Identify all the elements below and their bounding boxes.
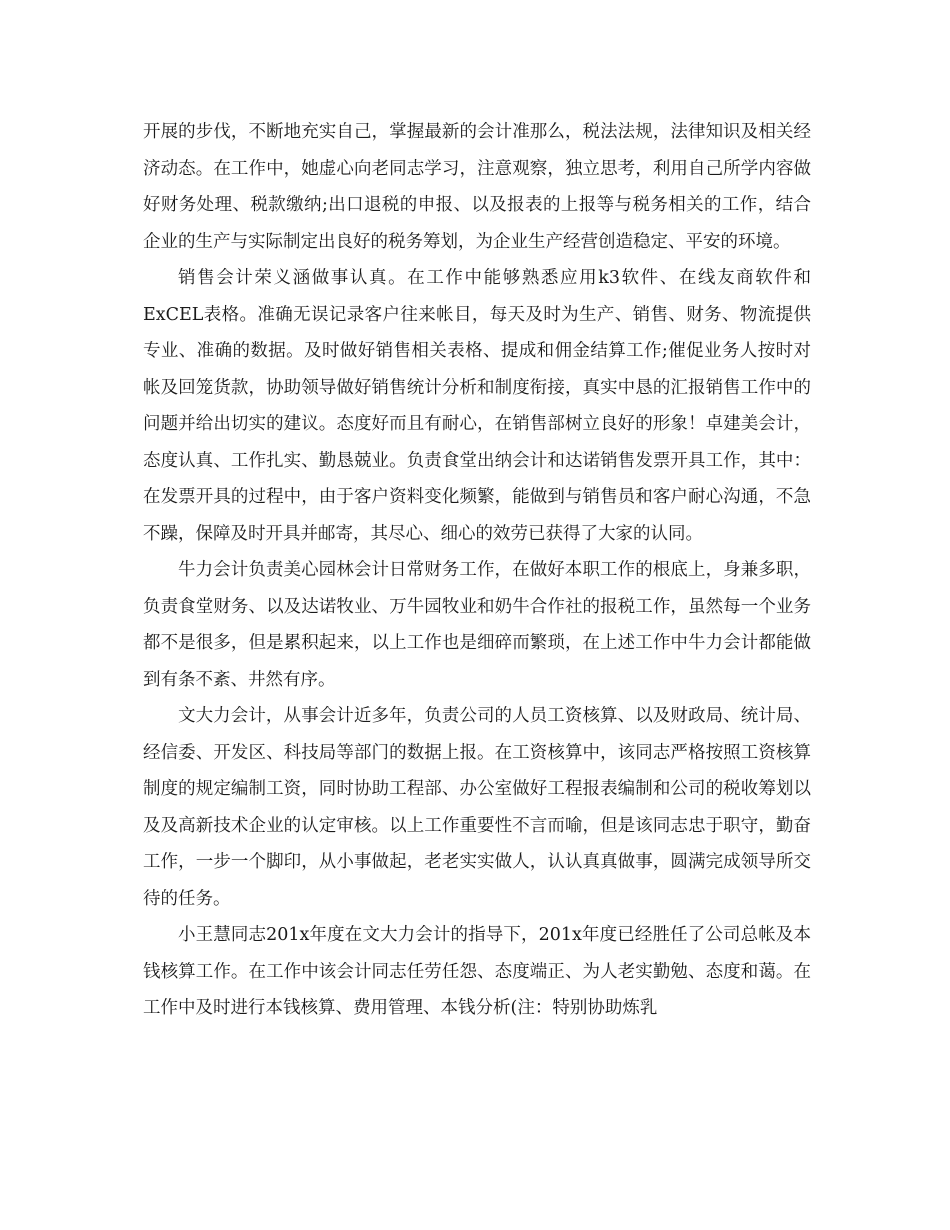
paragraph-niu-li: 牛力会计负责美心园林会计日常财务工作，在做好本职工作的根底上，身兼多职，负责食堂财务、以及达诺牧业、万牛园牧业和奶牛合作社的报税工作，虽然每一个业务都不是很多，但是累积起来，以上工作也是细碎而繁琐，在上述工作中牛力会计都能做到有条不紊、井然有序。 [143,560,811,690]
paragraph-sales-accountant: 销售会计荣义涵做事认真。在工作中能够熟悉应用k3软件、在线友商软件和ExCEL表格。准确无误记录客户往来帐目，每天及时为生产、销售、财务、物流提供专业、准确的数据。及时做好销售相关表格、提成和佣金结算工作;催促业务人按时对帐及回笼货款，协助领导做好销售统计分析和制度衔接，真实中恳的汇报销售工作中的问题并给出切实的建议。态度好而且有耐心，在销售部树立良好的形象！卓建美会计，态度认真、工作扎实、勤恳兢业。负责食堂出纳会计和达诺销售发票开具工作，其中：在发票开具的过程中，由于客户资料变化频繁，能做到与销售员和客户耐心沟通，不急不躁，保障及时开具并邮寄，其尽心、细心的效劳已获得了大家的认同。 [143,268,811,544]
paragraph-wang-hui: 小王慧同志201x年度在文大力会计的指导下，201x年度已经胜任了公司总帐及本钱核算工作。在工作中该会计同志任劳任怨、态度端正、为人老实勤勉、态度和蔼。在工作中及时进行本钱核算、费用管理、本钱分析(注：特别协助炼乳 [143,925,811,1018]
document-body [143,114,811,1027]
paragraph-wen-dali: 文大力会计，从事会计近多年，负责公司的人员工资核算、以及财政局、统计局、经信委、开发区、科技局等部门的数据上报。在工资核算中，该同志严格按照工资核算制度的规定编制工资，同时协助工程部、办公室做好工程报表编制和公司的税收筹划以及及高新技术企业的认定审核。以上工作重要性不言而喻，但是该同志忠于职守，勤奋工作，一步一个脚印，从小事做起，老老实实做人，认认真真做事，圆满完成领导所交待的任务。 [143,706,811,909]
paragraph-continuation: 开展的步伐，不断地充实自己，掌握最新的会计准那么，税法法规，法律知识及相关经济动态。在工作中，她虚心向老同志学习，注意观察，独立思考，利用自己所学内容做好财务处理、税款缴纳;出口退税的申报、以及报表的上报等与税务相关的工作，结合企业的生产与实际制定出良好的税务筹划，为企业生产经营创造稳定、平安的环境。 [143,122,811,252]
